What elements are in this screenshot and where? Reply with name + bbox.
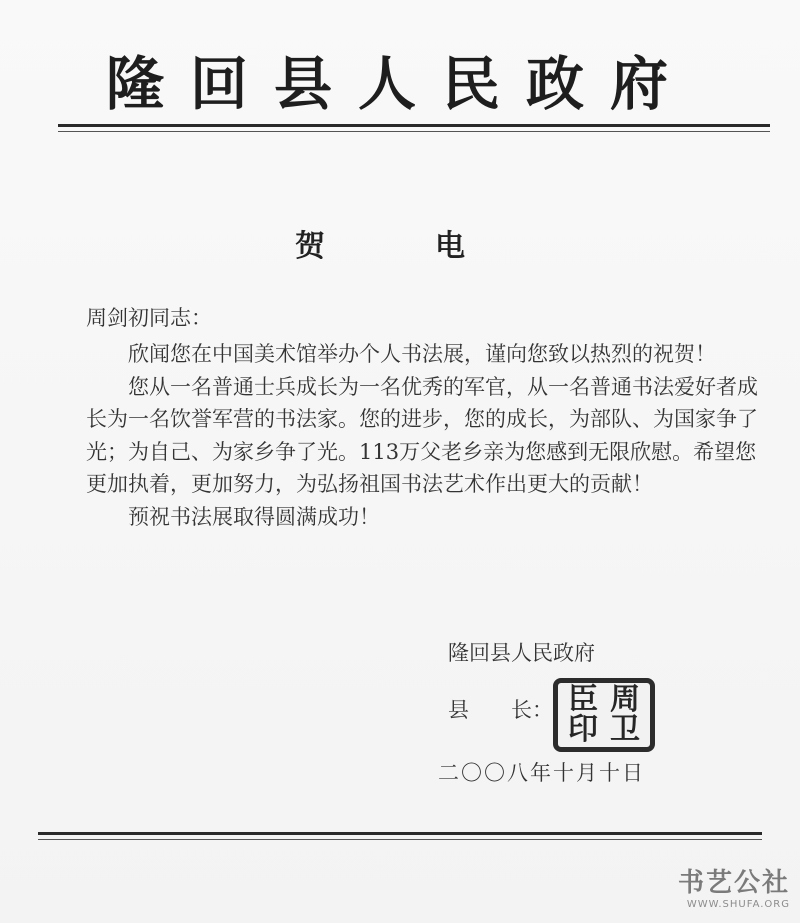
watermark-url: WWW.SHUFA.ORG [686,899,790,910]
salutation: 周剑初同志： [86,306,212,330]
body-paragraph: 预祝书法展取得圆满成功！ [128,504,380,529]
body-paragraph: 您从一名普通士兵成长为一名优秀的军官，从一名普通书法爱好者成长为一名饮誉军营的书法家。您的进步，您的成长，为部队、为国家争了光；为自己、为家乡争了光。113万父老乡亲为您感到无限欣慰。希望您更加执着，更加努力，为弘扬祖国书法艺术作出更大的贡献！ [86,374,758,496]
seal-character: 印 [568,712,598,747]
seal-character: 卫 [610,712,640,747]
signature-title-label: 县 长： [448,698,553,722]
site-watermark [670,868,790,918]
watermark-brand: 书艺公社 [677,868,790,898]
seal-character: 周 [610,682,640,717]
letterhead-rule-thin [58,131,770,132]
letterhead-title: 隆回县人民政府 [105,50,694,118]
seal-character: 臣 [568,682,598,717]
body-paragraph: 欣闻您在中国美术馆举办个人书法展，谨向您致以热烈的祝贺！ [128,342,716,366]
footer-rule-thin [38,839,762,840]
letterhead-rule-thick [58,124,770,127]
signature-date: 二〇〇八年十月十日 [438,761,645,785]
official-seal [553,678,655,752]
footer-rule-thick [38,832,762,835]
signature-organization: 隆回县人民政府 [448,641,595,665]
document-title: 贺 电 [295,229,505,264]
letter-body [86,338,766,533]
